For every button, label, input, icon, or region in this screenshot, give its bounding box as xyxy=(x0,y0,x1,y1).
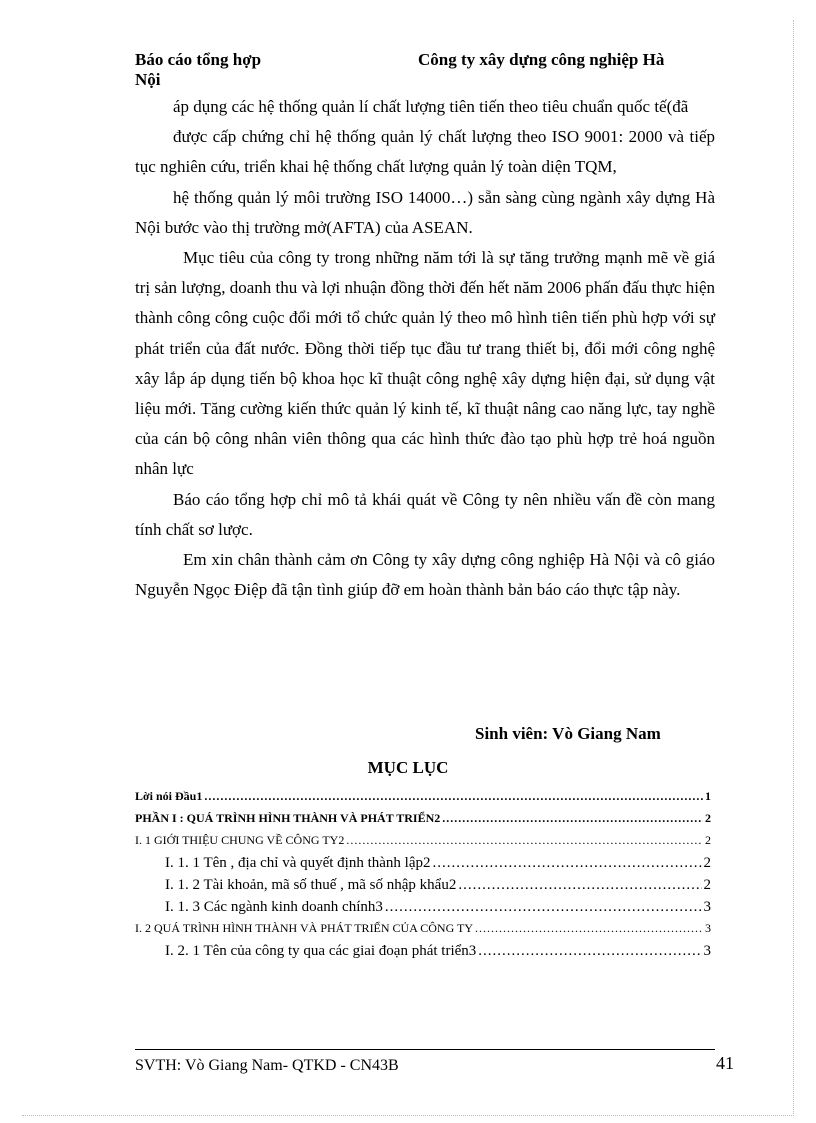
toc-leader xyxy=(385,899,702,916)
paragraph: hệ thống quản lý môi trường ISO 14000…) sẵn sàng cùng ngành xây dựng Hà Nội bước vào thị trường mở(AFTA) của ASEAN. xyxy=(135,187,715,237)
toc-entry[interactable] xyxy=(135,855,711,877)
toc-leader xyxy=(475,921,703,936)
paragraph: Mục tiêu của công ty trong những năm tới là sự tăng trưởng mạnh mẽ về giá trị sản lượng, doanh thu và lợi nhuận đồng thời đến hết năm 2006 phấn đấu thực hiện thành công công cuộc đổi mới tổ chức quản lý theo mô hình tiên tiến phù hợp với sự phát triển của đất nước. Đồng thời tiếp tục đầu tư trang thiết bị, đổi mới công nghệ xây lắp áp dụng tiến bộ khoa học kĩ thuật công nghệ xây dựng hiện đại, sử dụng vật liệu mới. Tăng cường kiến thức quản lý kinh tế, kĩ thuật nâng cao năng lực, tay nghề của cán bộ công nhân viên thông qua các hình thức đào tạo phù hợp trẻ hoá nguồn nhân lực xyxy=(135,248,715,479)
body-text xyxy=(135,92,715,605)
toc-entry[interactable] xyxy=(135,789,711,811)
header-company-name: Công ty xây dựng công nghiệp Hà xyxy=(418,50,665,69)
toc-entry-text: I. 1. 1 Tên , địa chỉ và quyết định thành lập2 xyxy=(165,855,431,871)
toc-page-number: 2 xyxy=(703,877,711,893)
toc-entry[interactable] xyxy=(135,833,711,855)
toc-entry[interactable] xyxy=(135,921,711,943)
toc-page-number: 2 xyxy=(705,833,711,847)
page-number: 41 xyxy=(716,1053,734,1073)
toc-title: MỤC LỤC xyxy=(367,758,449,777)
toc-entry[interactable] xyxy=(135,811,711,833)
toc-entry-text: I. 2. 1 Tên của công ty qua các giai đoạn phát triển3 xyxy=(165,943,477,959)
toc-page-number: 3 xyxy=(703,943,711,959)
toc-entry[interactable] xyxy=(135,899,711,921)
header-company-name-wrap: Nội xyxy=(135,70,161,89)
toc-page-number: 3 xyxy=(703,899,711,915)
toc-page-number: 1 xyxy=(705,789,711,803)
toc-leader xyxy=(478,943,701,960)
signature: Sinh viên: Vò Giang Nam xyxy=(475,724,661,743)
footer-divider xyxy=(135,1049,715,1050)
footer-author: SVTH: Vò Giang Nam- QTKD - CN43B xyxy=(135,1057,399,1074)
toc-page-number: 2 xyxy=(703,855,711,871)
paragraph: được cấp chứng chỉ hệ thống quản lý chất lượng theo ISO 9001: 2000 và tiếp tục nghiên cứu, triển khai hệ thống chất lượng quản lý toàn diện TQM, xyxy=(135,127,715,177)
toc-entry-text: PHẦN I : QUÁ TRÌNH HÌNH THÀNH VÀ PHÁT TRIỂN2 xyxy=(135,811,441,825)
paragraph: Em xin chân thành cảm ơn Công ty xây dựng công nghiệp Hà Nội và cô giáo Nguyễn Ngọc Điệp đã tận tình giúp đỡ em hoàn thành bản báo cáo thực tập này. xyxy=(135,550,715,600)
toc-leader xyxy=(346,833,703,848)
toc-entry-text: I. 2 QUÁ TRÌNH HÌNH THÀNH VÀ PHÁT TRIỂN CỦA CÔNG TY xyxy=(135,921,474,935)
toc-page-number: 3 xyxy=(705,921,711,935)
toc-leader xyxy=(458,877,701,894)
toc-leader xyxy=(204,789,703,804)
paragraph: Báo cáo tổng hợp chỉ mô tả khái quát về Công ty nên nhiều vấn đề còn mang tính chất sơ lược. xyxy=(135,489,715,539)
paragraph: áp dụng các hệ thống quản lí chất lượng tiên tiến theo tiêu chuẩn quốc tế(đã xyxy=(173,97,689,116)
toc-entry[interactable] xyxy=(135,877,711,899)
toc-leader xyxy=(433,855,702,872)
toc-entry-text: I. 1. 3 Các ngành kinh doanh chính3 xyxy=(165,899,383,915)
toc-entry-text: I. 1. 2 Tài khoản, mã số thuế , mã số nhập khẩu2 xyxy=(165,877,457,893)
toc-entry[interactable] xyxy=(135,943,711,965)
toc-leader xyxy=(442,811,703,826)
table-of-contents xyxy=(135,789,711,965)
toc-entry-text: Lời nói Đầu1 xyxy=(135,789,203,803)
toc-page-number: 2 xyxy=(705,811,711,825)
header-report-title: Báo cáo tổng hợp xyxy=(135,50,262,69)
toc-entry-text: I. 1 GIỚI THIỆU CHUNG VỀ CÔNG TY2 xyxy=(135,833,345,847)
